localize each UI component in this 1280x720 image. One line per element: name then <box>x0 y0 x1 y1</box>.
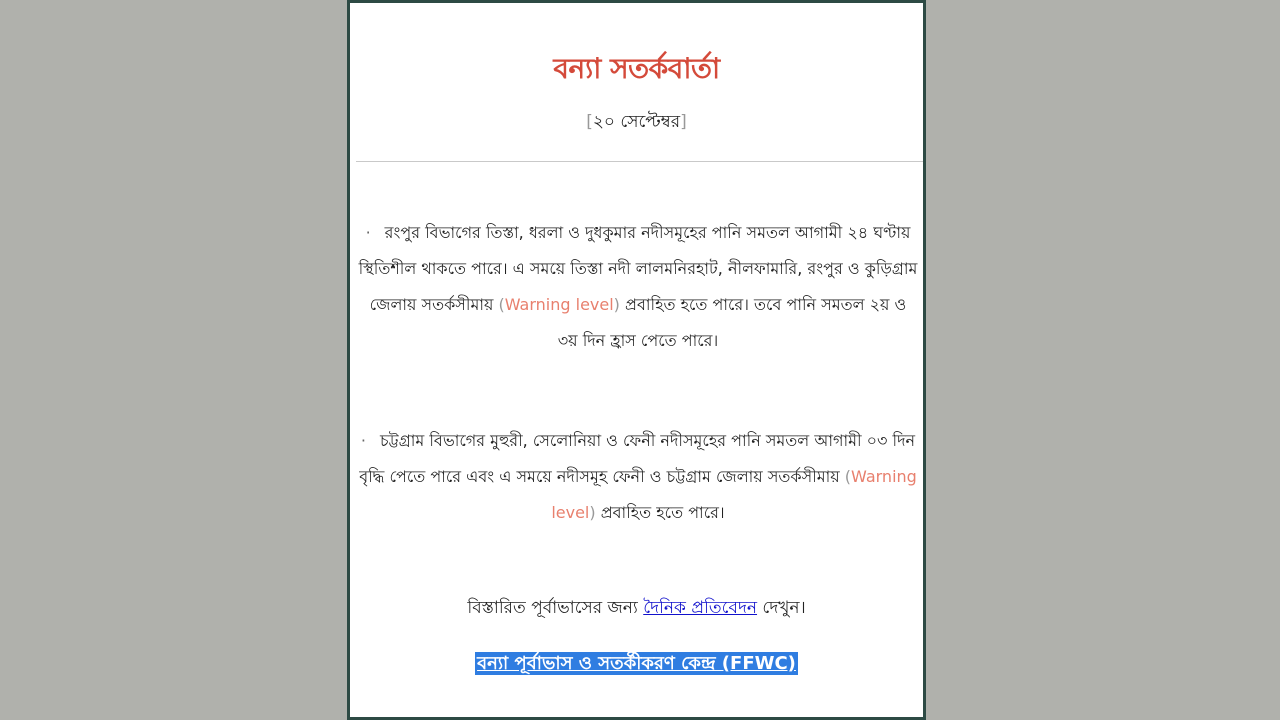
bullet-icon: · <box>365 223 371 242</box>
paragraph-text: চট্টগ্রাম বিভাগের মুহুরী, সেলোনিয়া ও ফেনী নদীসমূহের পানি সমতল আগামী ০৩ দিন বৃদ্ধি পেতে পারে এবং এ সময়ে নদীসমূহ ফেনী ও চট্টগ্রাম জেলায় সতর্কসীমায় <box>359 431 916 486</box>
paragraph-text: রংপুর বিভাগের তিস্তা, ধরলা ও দুধকুমার নদীসমূহের পানি সমতল আগামী ২৪ ঘণ্টায় স্থিতিশীল থাকতে পারে। এ সময়ে তিস্তা নদী লালমনিরহাট, নীলফামারি, রংপুর ও কুড়িগ্রাম জেলায় সতর্কসীমায় <box>358 223 918 314</box>
warning-level-text: Warning level <box>504 295 614 314</box>
warning-open-paren: ( <box>844 467 852 486</box>
more-info-after: দেখুন। <box>757 598 806 618</box>
warning-close-paren: ) <box>589 503 596 522</box>
warning-open-paren: ( <box>498 295 505 314</box>
bullet-icon: · <box>360 431 367 450</box>
paragraph-text: প্রবাহিত হতে পারে। <box>595 503 725 522</box>
date-close-bracket: ] <box>680 112 687 132</box>
ffwc-line <box>350 649 923 680</box>
warning-level-text: Warning level <box>551 467 917 522</box>
alert-card <box>347 0 926 720</box>
daily-report-link[interactable]: দৈনিক প্রতিবেদন <box>643 598 758 618</box>
divider <box>356 161 923 162</box>
alert-paragraph-rangpur <box>358 215 918 359</box>
paragraph-text: প্রবাহিত হতে পারে। তবে পানি সমতল ২য় ও ৩য় দিন হ্রাস পেতে পারে। <box>557 295 907 350</box>
alert-paragraph-chattogram <box>358 423 918 531</box>
more-info-line <box>350 595 923 623</box>
alert-date <box>350 109 923 137</box>
alert-title: বন্যা সতর্কবার্তা <box>553 52 720 85</box>
date-text: ২০ সেপ্টেম্বর <box>592 112 681 132</box>
more-info-before: বিস্তারিত পূর্বাভাসের জন্য <box>467 598 644 618</box>
date-open-bracket: [ <box>586 112 593 132</box>
ffwc-link[interactable]: বন্যা পূর্বাভাস ও সতর্কীকরণ কেন্দ্র (FFWC) <box>477 653 796 674</box>
warning-close-paren: ) <box>613 295 620 314</box>
